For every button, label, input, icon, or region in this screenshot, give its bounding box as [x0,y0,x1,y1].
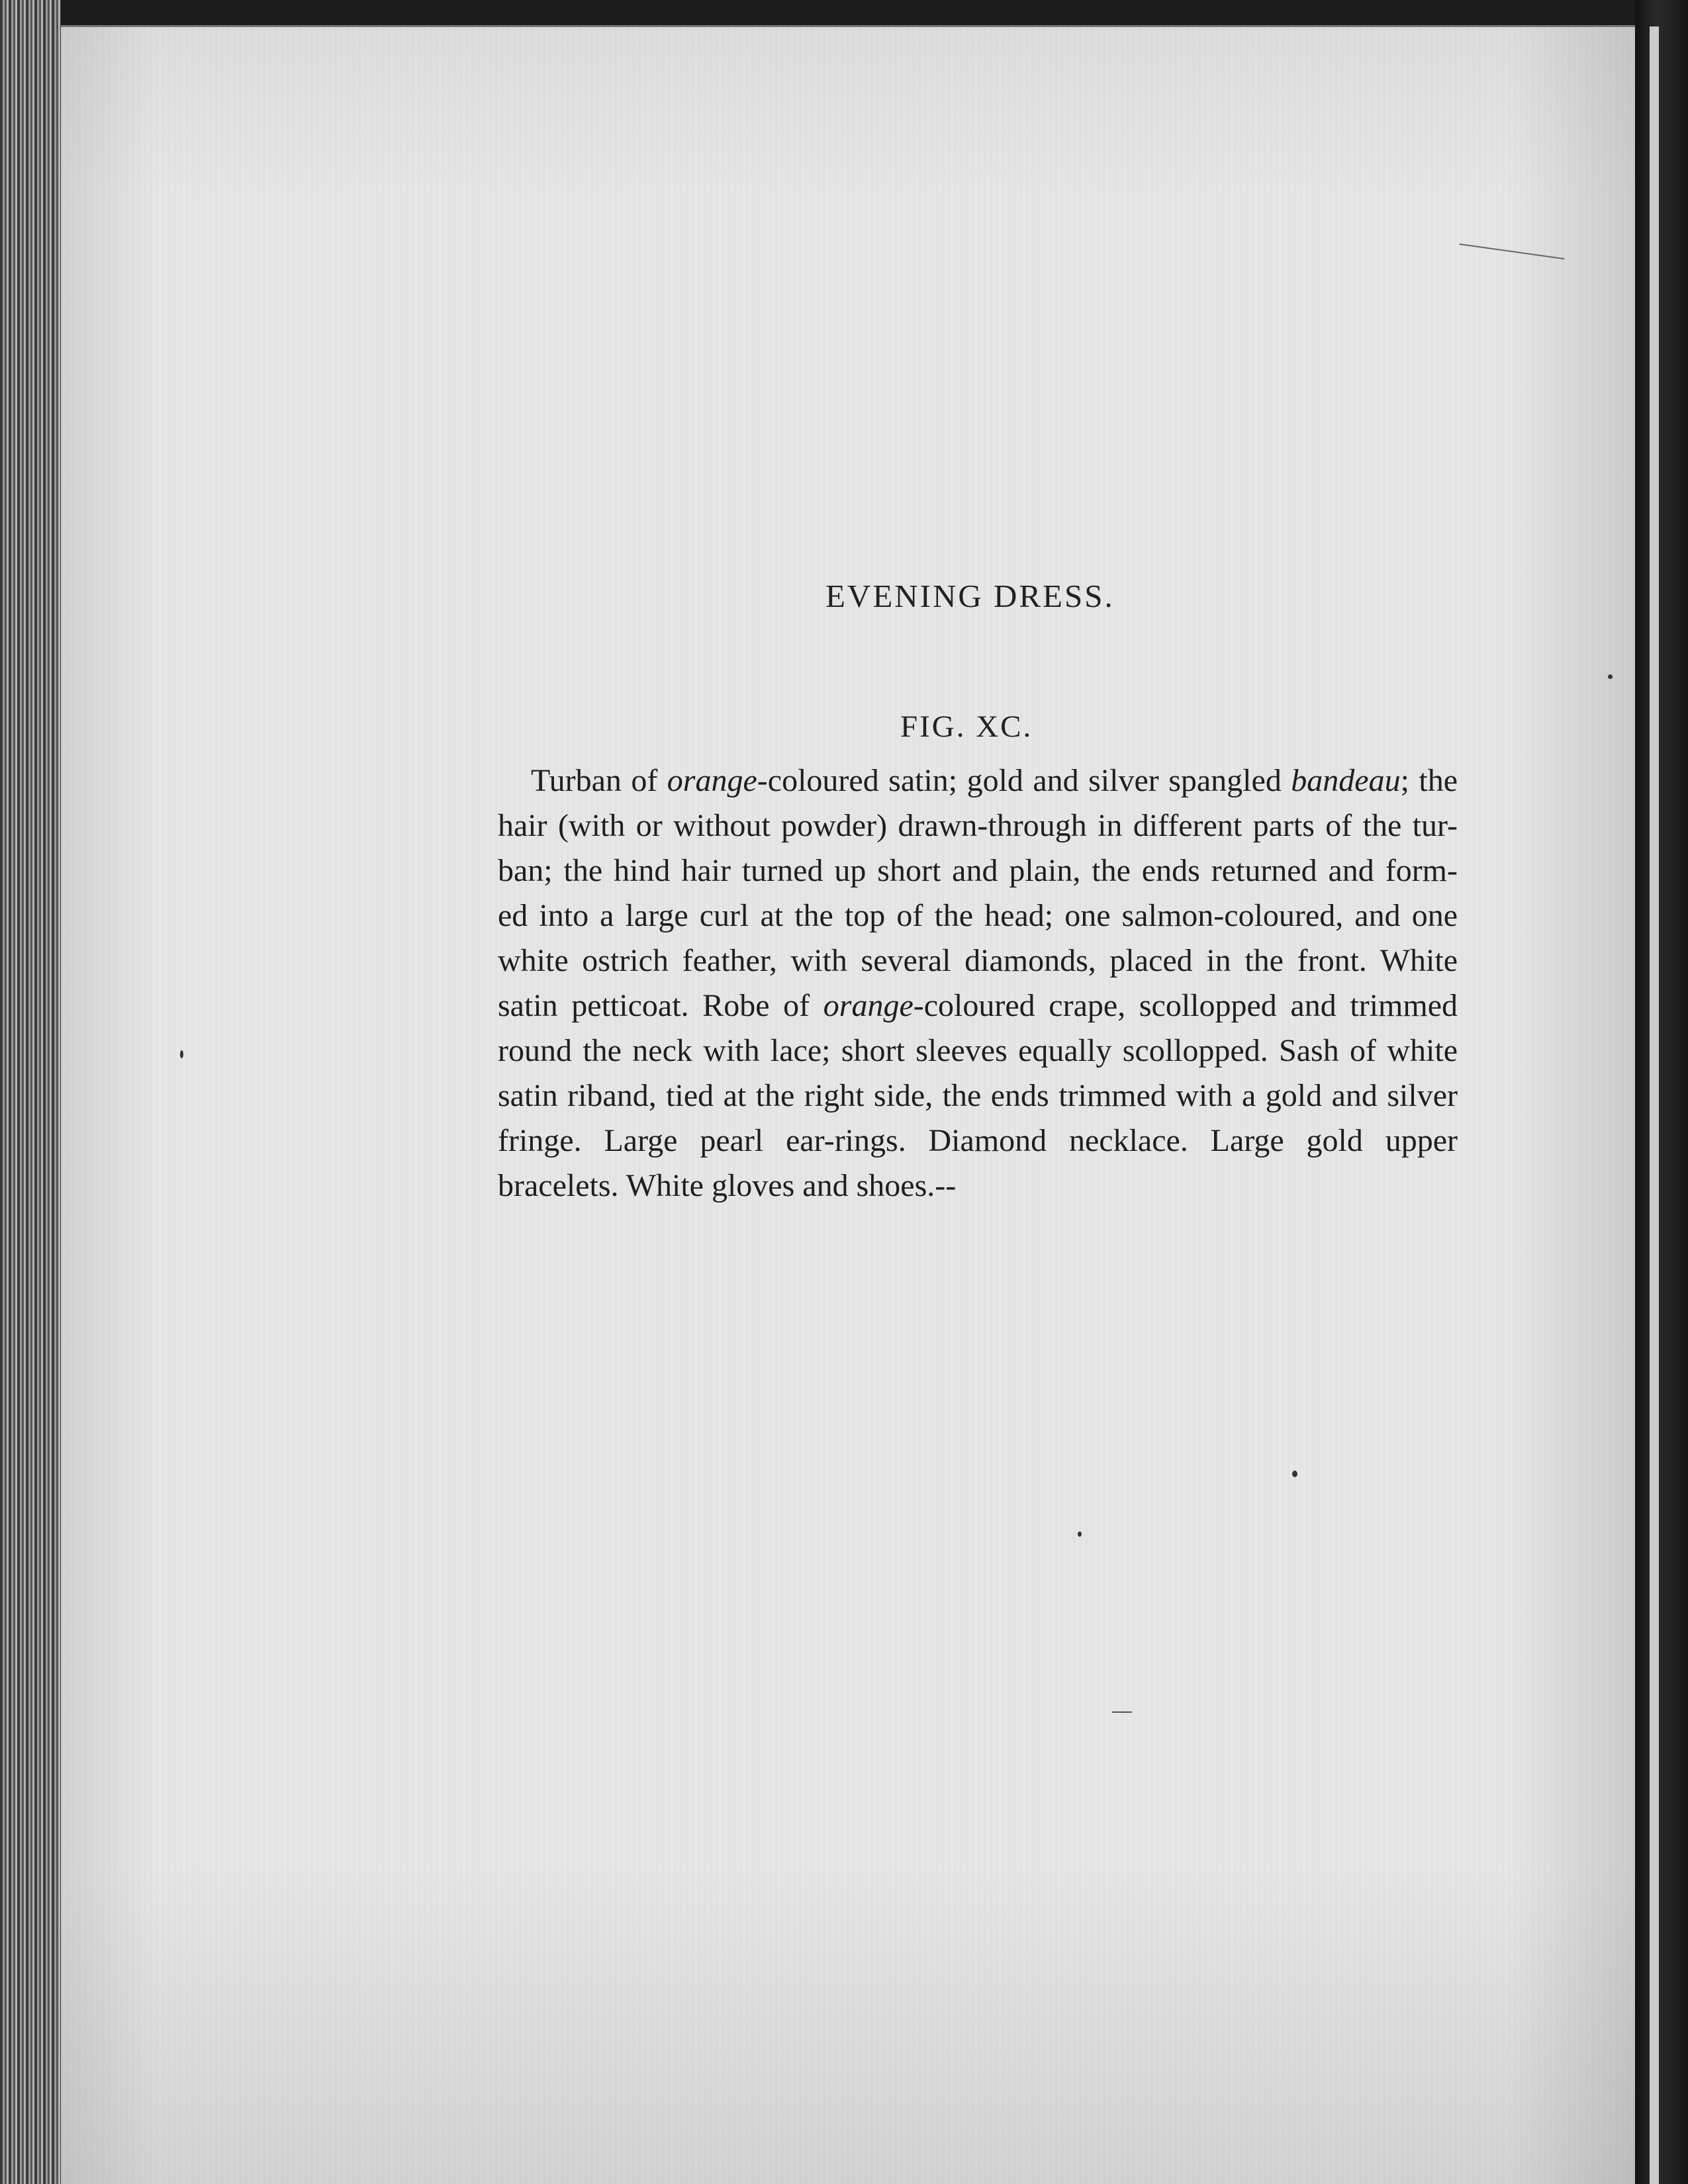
text-run: hair (with or without powder) drawn-through in different parts of the tur- [498,808,1458,843]
text-run: ban; the hind hair turned up short and plain, the ends returned and form- [498,853,1458,888]
text-run: -coloured crape, scollopped and trimmed [913,988,1458,1023]
scan-speck [1608,674,1613,679]
page-edges [0,0,61,2184]
text-run: satin riband, tied at the right side, the ends trimmed with a gold and silver [498,1078,1458,1113]
scan-speck [1112,1711,1132,1713]
italic-term: orange [667,763,757,798]
text-run: white ostrich feather, with several diamonds, placed in the front. White [498,943,1458,978]
paragraph-line [498,938,1458,983]
text-run: -coloured satin; gold and silver spangled [757,763,1291,798]
adjacent-page-sliver [1650,26,1659,2184]
paragraph-line [498,1028,1458,1073]
figure-label: FIG. XC. [900,709,1033,744]
paragraph-line [498,1073,1458,1118]
scan-speck [1292,1471,1297,1477]
paragraph-line [498,1163,1458,1208]
text-run: fringe. Large pearl ear-rings. Diamond necklace. Large gold upper [498,1123,1458,1158]
paragraph-line [498,893,1458,938]
scan-speck [180,1050,183,1058]
paragraph-line [498,803,1458,848]
text-run: Turban of [531,763,667,798]
description-paragraph [498,758,1458,1208]
paragraph-line [498,848,1458,893]
paragraph-line [498,758,1458,803]
italic-term: bandeau [1291,763,1401,798]
scan-speck [1460,244,1565,259]
page-heading: EVENING DRESS. [825,578,1115,614]
italic-term: orange [823,988,914,1023]
paragraph-line [498,1118,1458,1163]
text-run: ; the [1400,763,1458,798]
text-run: ed into a large curl at the top of the head; one salmon-coloured, and one [498,898,1458,933]
text-run: satin petticoat. Robe of [498,988,823,1023]
scan-speck [1078,1531,1082,1537]
adjacent-page-edge [1635,0,1688,2184]
paragraph-line [498,983,1458,1028]
text-run: round the neck with lace; short sleeves equally scollopped. Sash of white [498,1033,1458,1068]
text-run: bracelets. White gloves and shoes.-- [498,1168,957,1203]
